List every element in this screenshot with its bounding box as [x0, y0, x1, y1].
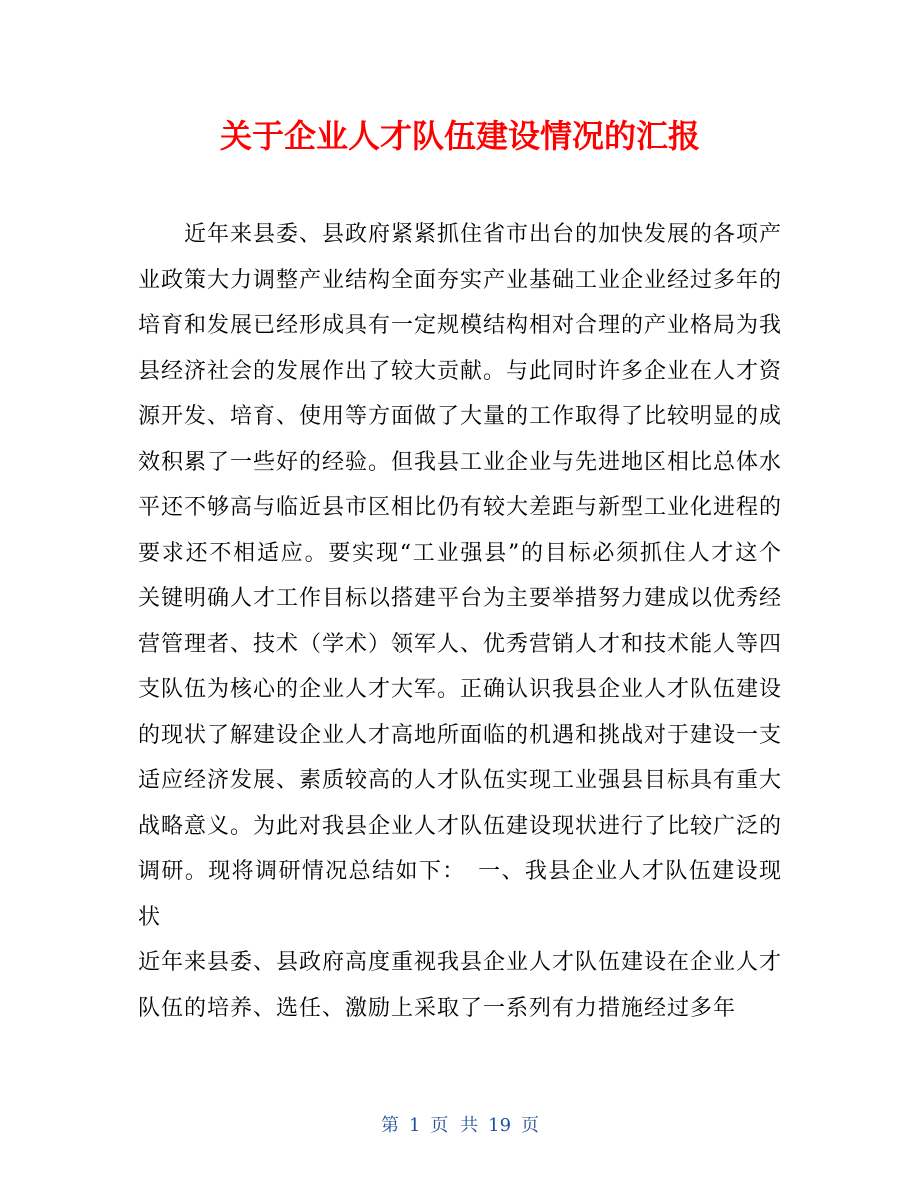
- total-pages: 19: [488, 1115, 512, 1136]
- page-label-prefix: 第: [380, 1115, 399, 1136]
- page-label-mid: 页 共: [430, 1115, 479, 1136]
- document-title: 关于企业人才队伍建设情况的汇报: [219, 117, 700, 155]
- page-label-suffix: 页: [521, 1115, 540, 1136]
- body-paragraph: 近年来县委、县政府紧紧抓住省市出台的加快发展的各项产业政策大力调整产业结构全面夯实产业基础工业企业经过多年的培育和发展已经形成具有一定规模结构相对合理的产业格局为我县经济社会的发展作出了较大贡献。与此同时许多企业在人才资源开发、培育、使用等方面做了大量的工作取得了比较明显的成效积累了一些好的经验。但我县工业企业与先进地区相比总体水平还不够高与临近县市区相比仍有较大差距与新型工业化进程的要求还不相适应。要实现“工业强县”的目标必须抓住人才这个关键明确人才工作目标以搭建平台为主要举措努力建成以优秀经营管理者、技术（学术）领军人、优秀营销人才和技术能人等四支队伍为核心的企业人才大军。正确认识我县企业人才队伍建设的现状了解建设企业人才高地所面临的机遇和挑战对于建设一支适应经济发展、素质较高的人才队伍实现工业强县目标具有重大战略意义。为此对我县企业人才队伍建设现状进行了比较广泛的调研。现将调研情况总结如下： 一、我县企业人才队伍建设现状: [138, 222, 783, 930]
- document-body: [138, 212, 782, 1031]
- page-number: 1: [408, 1115, 421, 1136]
- body-paragraph: 近年来县委、县政府高度重视我县企业人才队伍建设在企业人才队伍的培养、选任、激励上采取了一系列有力措施经过多年: [138, 950, 783, 1021]
- page-footer: [0, 1114, 920, 1138]
